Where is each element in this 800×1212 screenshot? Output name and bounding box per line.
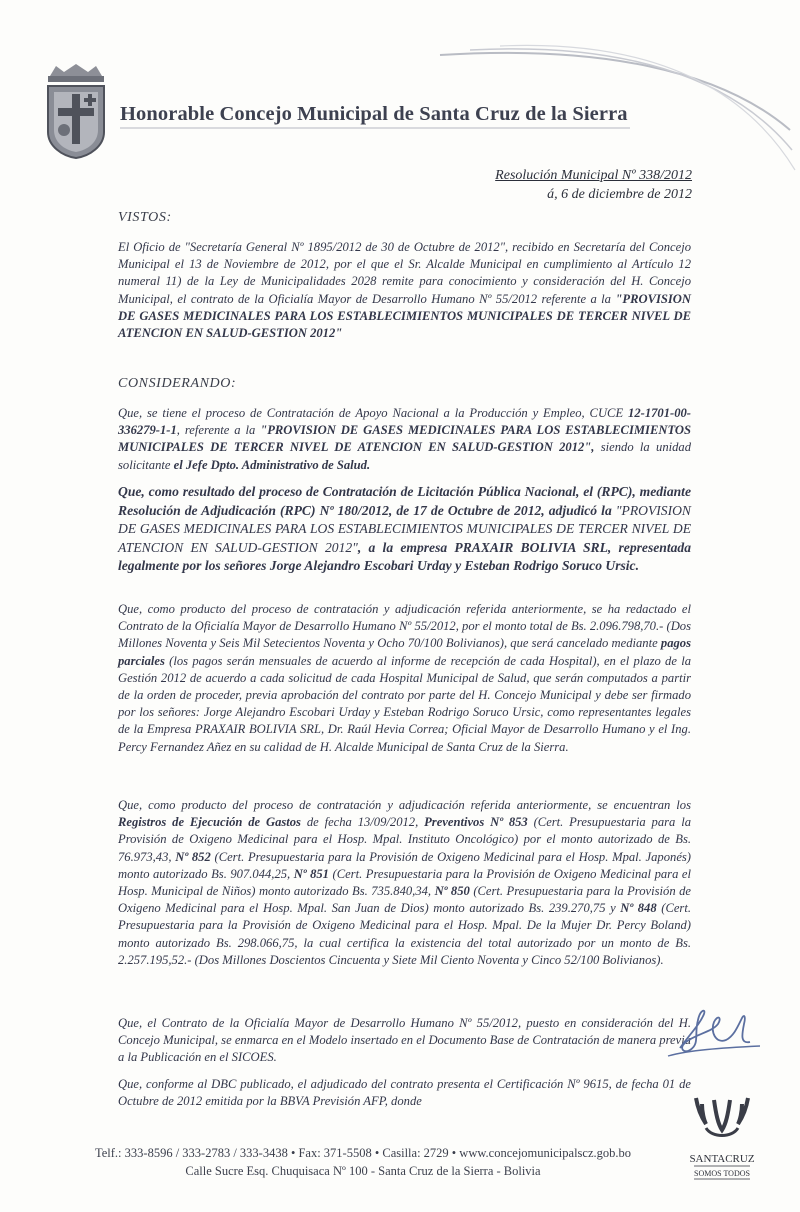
paragraph-contratacion xyxy=(118,405,691,474)
footer-contact: Telf.: 333-8596 / 333-2783 / 333-3438 • Fax: 371-5508 • Casilla: 2729 • www.concejomunicipalscz.gob.bo xyxy=(94,1146,632,1160)
paragraph-contrato xyxy=(118,601,691,756)
coat-of-arms-icon xyxy=(42,62,110,160)
paragraph-text: , referente a la xyxy=(176,423,261,438)
paragraph-text: siendo la unidad solicitante xyxy=(118,440,692,472)
paragraph-bold: , a la empresa PRAXAIR BOLIVIA SRL, representada legalmente por los señores Jorge Alejandro Escobari Urday y Esteban Rodrigo Soruco Ursic. xyxy=(118,539,691,574)
paragraph-bold: Nº 848 xyxy=(620,901,657,916)
resolution-block xyxy=(495,166,692,204)
signature-icon xyxy=(660,1004,770,1066)
paragraph-text: Que, como producto del proceso de contratación y adjudicación referida anteriormente, se encuentran los xyxy=(118,798,691,812)
paragraph-text: (Cert. Presupuestaria para la Provisión de Oxigeno Medicinal para el Hosp. Mpal. Japonés) monto autorizado Bs. 907.044,25, xyxy=(118,849,692,881)
paragraph-bold: "PROVISION DE GASES MEDICINALES PARA LOS ESTABLECIMIENTOS MUNICIPALES DE TERCER NIVEL DE ATENCION EN SALUD-GESTION 2012", xyxy=(118,423,692,455)
paragraph-bold: pagos parciales xyxy=(118,636,691,668)
paragraph-bold: Registros de Ejecución de Gastos xyxy=(118,815,301,830)
section-considerando: CONSIDERANDO: xyxy=(118,376,237,391)
paragraph-bold: "PROVISION DE GASES MEDICINALES PARA LOS ESTABLECIMIENTOS MUNICIPALES DE TERCER NIVEL DE ATENCION EN SALUD-GESTION 2012" xyxy=(118,291,691,341)
resolution-number: Resolución Municipal Nº 338/2012 xyxy=(495,168,692,183)
paragraph-certificacion: Que, conforme al DBC publicado, el adjudicado del contrato presenta el Certificación Nº 9615, de fecha 01 de Octubre de 2012 emitida por la BBVA Previsión AFP, donde xyxy=(118,1077,691,1109)
paragraph-bold: Nº 850 xyxy=(434,884,470,899)
paragraph-bold: Preventivos Nº 853 xyxy=(424,815,528,830)
paragraph-text: "PROVISION DE GASES MEDICINALES PARA LOS ESTABLECIMIENTOS MUNICIPALES DE TERCER NIVEL DE ATENCION EN SALUD-GESTION 2012" xyxy=(118,502,691,555)
santacruz-logo-icon xyxy=(684,1090,760,1186)
paragraph-text: Que, como producto del proceso de contratación y adjudicación referida anteriormente, se ha redactado el Contrato de la Oficialía Mayor de Desarrollo Humano Nº 55/2012, por el monto total de Bs. 2.096.798,70.- (Dos Millones Noventa y Seis Mil Setecientos Noventa y Ocho 70/100 Bolivianos), que será cancelado mediante xyxy=(118,602,691,651)
paragraph-text: (Cert. Presupuestaria para la Provisión de Oxigeno Medicinal para el Hosp. Municipal de Niños) monto autorizado Bs. 735.840,34, xyxy=(118,866,691,899)
page-title: Honorable Concejo Municipal de Santa Cruz de la Sierra xyxy=(120,103,628,125)
section-vistos: VISTOS: xyxy=(118,210,172,225)
paragraph-text: de fecha 13/09/2012, xyxy=(300,815,425,830)
paragraph-bold: Nº 851 xyxy=(293,866,329,881)
paragraph-registros xyxy=(118,797,691,969)
footer-address: Calle Sucre Esq. Chuquisaca Nº 100 - Santa Cruz de la Sierra - Bolivia xyxy=(185,1164,541,1178)
paragraph-text: (los pagos serán mensuales de acuerdo al informe de recepción de cada Hospital), en el plazo de la Gestión 2012 de acuerdo a cada solicitud de cada Hospital Municipal de Salud, que serán computados a partir de la orden de proceder, previa aprobación del contrato por parte del H. Concejo Municipal y debe ser firmado por los señores: Jorge Alejandro Escobari Urday y Esteban Rodrigo Soruco Ursic, como representantes legales de la Empresa PRAXAIR BOLIVIA SRL, Dr. Raúl Hevia Correa; Oficial Mayor de Desarrollo Humano y el Ing. Percy Fernandez Añez en su calidad de H. Alcalde Municipal de Santa Cruz de la Sierra. xyxy=(118,653,691,754)
paragraph-text: (Cert. Presupuestaria para la Provisión de Oxigeno Medicinal para el Hosp. Mpal. Instituto Oncológico) por el monto autorizado de Bs. 76.973,43, xyxy=(118,815,691,864)
resolution-date: á, 6 de diciembre de 2012 xyxy=(547,187,692,202)
paragraph-text: (Cert. Presupuestaria para la Provisión de Oxigeno Medicinal para el Hosp. Mpal. De la Mujer Dr. Percy Boland) monto autorizado Bs. 298.066,75, la cual certifica la existencia del total autorizado por un monto de Bs. 2.257.195,52.- (Dos Millones Doscientos Cincuenta y Siete Mil Ciento Noventa y Cinco 52/100 Bolivianos). xyxy=(118,901,691,967)
paragraph-text: El Oficio de "Secretaría General Nº 1895/2012 de 30 de Octubre de 2012", recibido en Secretaría del Concejo Municipal el 13 de Noviembre de 2012, por el que el Sr. Alcalde Municipal en cumplimiento al Artículo 12 numeral 11) de la Ley de Municipalidades 2028 remite para conocimiento y consideración del H. Concejo Municipal, el contrato de la Oficialía Mayor de Desarrollo Humano Nº 55/2012 referente a la xyxy=(118,240,691,306)
paragraph-text: (Cert. Presupuestaria para la Provisión de Oxigeno Medicinal para el Hosp. Mpal. San Juan de Dios) monto autorizado Bs. 239.270,75 y xyxy=(118,884,691,916)
paragraph-bold: el Jefe Dpto. Administrativo de Salud. xyxy=(173,457,371,472)
logo-brand-top: SANTACRUZ xyxy=(689,1153,755,1165)
logo-brand-bottom: SOMOS TODOS xyxy=(694,1169,750,1178)
paragraph-modelo: Que, el Contrato de la Oficialía Mayor de Desarrollo Humano Nº 55/2012, puesto en consideración del H. Concejo Municipal, se enmarca en el Modelo insertado en el Documento Base de Contratación de manera previa a la Publicación en el SICOES. xyxy=(118,1016,692,1065)
paragraph-adjudicacion xyxy=(118,483,691,576)
paragraph-oficio xyxy=(118,239,691,342)
paragraph-bold: Que, como resultado del proceso de Contratación de Licitación Pública Nacional, el (RPC), mediante Resolución de Adjudicación (RPC) Nº 180/2012, de 17 de Octubre de 2012, adjudicó la xyxy=(118,484,691,518)
paragraph-bold: Nº 852 xyxy=(175,849,211,864)
paragraph-text: Que, se tiene el proceso de Contratación de Apoyo Nacional a la Producción y Empleo, CUCE xyxy=(118,406,629,420)
cuce-code: 12-1701-00-336279-1-1 xyxy=(118,406,691,438)
